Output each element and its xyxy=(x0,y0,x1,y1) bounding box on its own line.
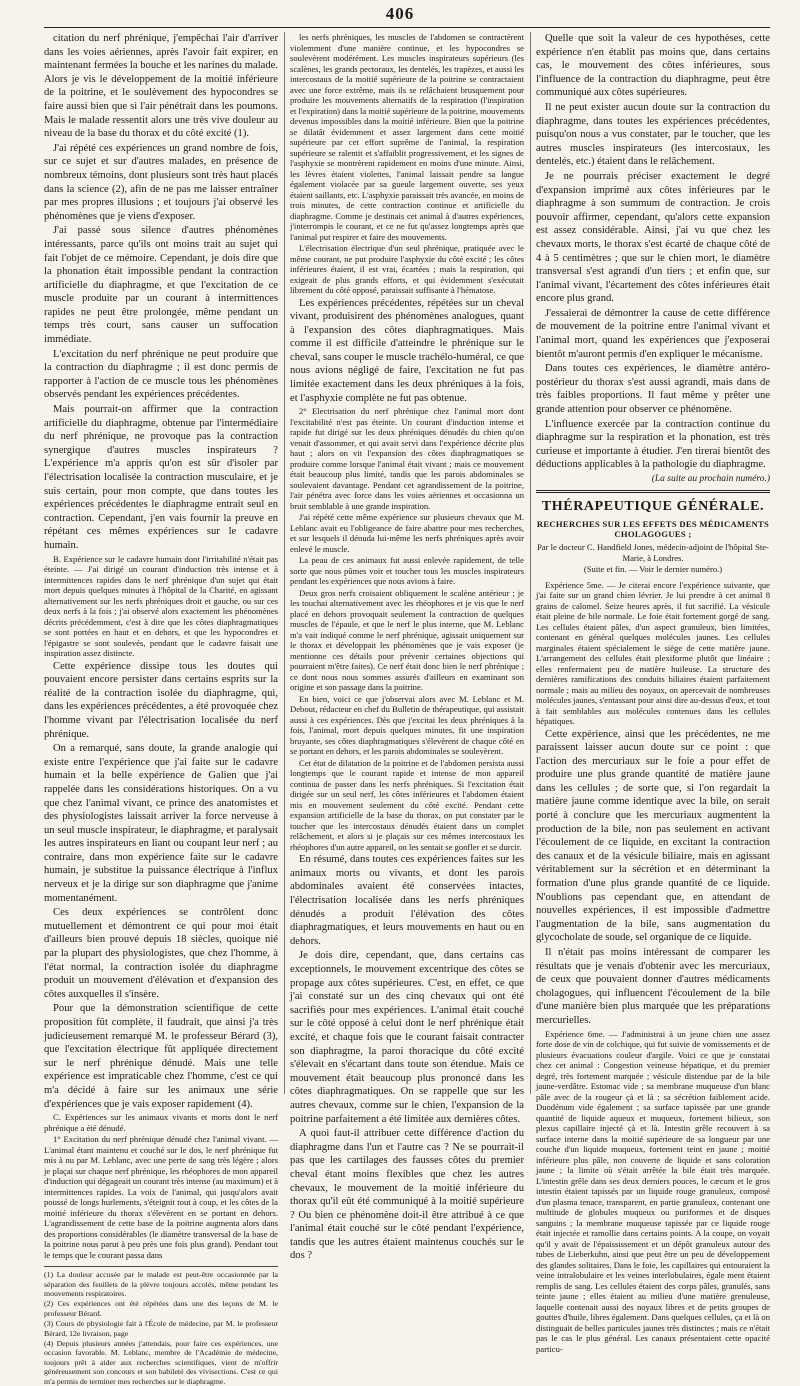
header-rule xyxy=(44,27,770,28)
section-title: THÉRAPEUTIQUE GÉNÉRALE. xyxy=(541,499,765,514)
paragraph: J'ai passé sous silence d'autres phénomènes intéressants, parce qu'ils ont moins trait au sujet qui fait l'objet de ce mémoire. Cependant, je dois dire que la phonation était impossible pendant la contraction artificielle du diaphragme, et que l'excitation de ce muscle produite par un courant à intermittences rapides ne peut être prolongée, même pendant un temps très court, sans causer un suffocation immédiate. xyxy=(44,225,278,346)
paragraph: Cette expérience, ainsi que les précédentes, ne me paraissent laisser aucun doute sur ce point : que l'action des mercuriaux sur le foie a pour effet de produire une plus grande quantité de matière jaune dans les cellules ; de sorte que, si l'on regardait la matière jaune comme identique avec la bile, on serait porté à conclure que les mercuriaux augmentent la production de la bile, non pas seulement en activant l'écoulement de ce liquide, en excitant la contraction des canaux et de la vésicule biliaire, mais en agissant véritablement sur la sécrétion et en déterminant la formation d'une plus grande quantité de ce liquide. N'oublions pas cependant que, en attendant de nouvelles expériences, il est impossible d'admettre l'augmentation de la bile, sans augmentation du glycocholate de soude, sel organique de ce liquide. xyxy=(536,728,770,944)
footnote: (4) Depuis plusieurs années j'attendais, pour faire ces expériences, une occasion favorable. M. Leblanc, membre de l'Académie de médecine, toujours prêt à aider aux recherches scientifiques, vient de m'offrir généreusement son concours et son habileté des vivisections. C'est ce qui m'a permis de terminer mes recherches sur le diaphragme. xyxy=(44,1339,278,1386)
section-divider xyxy=(536,490,770,493)
paragraph: Ces deux expériences se contrôlent donc mutuellement et démontrent ce qui pour moi était d'ailleurs bien prouvé depuis 18 siècles, quoique nié par la plupart des physiologistes, que chez l'homme, à l'état normal, la contraction isolée du diaphragme produit un mouvement d'élévation et d'expansion des côtes auxquelles il s'insère. xyxy=(44,907,278,1000)
experiment-paragraph: Expérience 5me. — Je citerai encore l'expérience suivante, que j'ai faite sur un grand chien lévrier. Je lui prendre à cet animal 8 grains de calomel. Seize heures après, il fut sacrifié. La vésicule était pleine de bile normale. Le foie était fortement gorgé de sang. Les cellules étaient pâles, d'un aspect granuleux, bien limitées, contenant en général quelques molécules jaunes. Les cellules marginales étaient spécialement le siège de cette matière jaune. L'arrangement des cellules était plexiforme plutôt que linéaire ; elles renfermaient peu de matière huileuse. La structure des dernières ramifications des conduits biliaires étaient parfaitement normale ; mais au milieu des noyaux, on apercevait de nombreuses molécules jaunes, s'entassant pour ainsi dire au-dessus d'eux, et tout à fait semblables aux molécules contenues dans les cellules hépatiques. xyxy=(536,579,770,726)
footnote: (1) La douleur accusée par le malade est peut-être occasionnée par la séparation des feuillets de la plèvre toujours accolés, même pendant les mouvements respiratoires. xyxy=(44,1270,278,1298)
paragraph: Pour que la démonstration scientifique de cette proposition fût complète, il faudrait, que ainsi j'a très judicieusement remarqué M. le professeur Bérard (3), que l'excitation électrique fût appliquée directement sur le nerf phrénique dénudé. Mais une telle expérience est impraticable chez l'homme, c'est ce qui m'a décidé à faire sur les animaux une série d'expériences que je vais exposer rapidement (4). xyxy=(44,1003,278,1110)
column-divider xyxy=(530,32,531,1094)
paragraph: On a remarqué, sans doute, la grande analogie qui existe entre l'expérience que j'ai faite sur le cadavre humain et la belle expérience de Galien que j'ai rappelée dans les considérations historiques. On a vu que chez l'animal vivant, ce prince des anatomistes et des physiologistes laissait arriver la force nerveuse à un seul muscle inspirateur, le diaphragme, et paralysait les autres inspirateurs en liant ou coupant leur nerf ; au contraire, dans mon expérience faite sur le cadavre humain, je substitue la puissance électrique à l'influx nerveux et je la dirige sur son diaphragme que j'anime momentanément. xyxy=(44,743,278,904)
footnote: (2) Ces expériences ont été répétées dans une des leçons de M. le professeur Bérard. xyxy=(44,1299,278,1318)
byline-continuation: (Suite et fin. — Voir le dernier numéro.) xyxy=(583,564,723,574)
paragraph: Je dois dire, cependant, que, dans certains cas exceptionnels, le mouvement excentrique des côtes se propage aux côtes supérieures. C'est, en effet, ce que j'ai constaté sur un des cinq chevaux qui ont été sacrifiés pour mes expériences. L'animal était couché sur le côté opposé à celui dont le nerf phrénique était excité, et chaque fois que le courant faisait contracter son diaphragme, la paroi thoracique du côté excité s'élevait en s'écartant dans toute son étendue. Mais ce mouvement était beaucoup plus prononcé dans les côtes diaphragmatiques. On se rappelle que sur les autres chevaux, comme sur le chien, l'expansion de la poitrine parfaitement a été limitée aux dernières côtes. xyxy=(290,950,524,1125)
column-2 xyxy=(290,32,524,1262)
byline xyxy=(536,542,770,575)
paragraph: Mais pourrait-on affirmer que la contraction artificielle du diaphragme, obtenue par l'intermédiaire du nerf phrénique, ne provoque pas la contraction synergique d'autres muscles inspirateurs ? L'expérience m'a appris qu'on est sûr d'isoler par l'électrisation localisée la contraction musculaire, et je suis certain, pour mon compte, que dans toutes les expériences précédentes le diaphragme entrait seul en contraction. Cependant, j'en vais fournir la preuve en répétant ces mêmes expériences sur le cadavre humain. xyxy=(44,404,278,551)
experiment-paragraph: les nerfs phréniques, les muscles de l'abdomen se contractèrent violemment d'une manière continue, et les hypocondres se soulevèrent modérément. Les muscles inspirateurs supérieurs (les scalènes, les grands pectoraux, les dentelés, les trapèzes, et aussi les intercostaux de la moitié supérieure de la poitrine se contractaient avec une force extrême, mais ils se relâchaient brusquement pour produire les mouvements alternatifs de la respiration (l'inspiration et l'expiration) dans la moitié supérieure de la poitrine, mouvements devenus impossibles dans la moitié inférieure. Bien que la poitrine se dilatât évidemment et assez largement dans cette moitié supérieure par cet effort suprême de l'animal, la respiration supérieure se ralentit et s'affaiblit progressivement, et les signes de l'asphyxie se montrèrent rapidement en moins d'une minute. Ainsi, les lèvres étaient violettes, l'animal laissait pendre sa langue également violacée par sa gueule largement ouverte, ses yeux étaient saillants, etc. L'asphyxie paraissait très avancée, en moins de trois minutes, de cette contraction continue et artificielle du diaphragme. Comme je destinais cet animal à d'autres expériences, j'interrompis le courant, et ce ne fut qu'assez longtemps après que l'animal put respirer et faire des mouvements. xyxy=(290,32,524,242)
paragraph: Je ne pourrais préciser exactement le degré d'expansion imprimé aux côtes inférieures par le diaphragme à son summum de contraction. Je crois pouvoir affirmer, cependant, qu'alors cette expansion est assez considérable. Ainsi, j'ai vu que chez les chevaux morts, le thorax s'est écarté de chaque côté de 4 à 5 centimètres ; que sur le chien mort, le diamètre transversal s'est agrandi d'un tiers ; et enfin que, sur l'animal vivant, l'écartement des côtes inférieures était encore plus grand. xyxy=(536,170,770,305)
experiment-paragraph: 2° Electrisation du nerf phrénique chez l'animal mort dont l'excitabilité n'est pas éteinte. Un courant d'induction intense et rapide fut dirigé sur les deux phréniques dénudés du chien qu'on venait d'assommer, et qui avait servi dans l'expérience décrite plus haut ; alors on vit l'expansion des côtes diaphragmatiques se produire comme lorsque l'animal était vivant ; mais ce mouvement était beaucoup plus limité, tandis que les parois abdominales se soulevaient davantage. Pendant cet agrandissement de la poitrine, l'air pénétra avec force dans les voies aériennes et occasionna un bruit semblable à une grande inspiration. xyxy=(290,406,524,511)
experiment-paragraph: Expérience 6me. — J'administrai à un jeune chien une assez forte dose de vin de colchique, qui fut suivie de vomissements et de plusieurs évacuations couleur d'argile. Voici ce que je constatai chez cet animal : Congestion veineuse hépatique, et du premier degré, très fortement marquée ; vésicule distendue par de la bile jaune-verdâtre. Estomac vide ; sa membrane muqueuse d'un blanc pâle avec de la rougeur çà et là ; sa sécrétion faiblement acide. Duodénum vide également ; sa surface tapissée par une grande quantité de liquide aqueux et muqueux, fortement bilieux, son plexus capillaire injecté çà et là. Intestin grêle recouvert à sa surface interne dans la moitié supérieure de sa longueur par une couche d'un liquide muqueux, fortement teint en jaune ; moitié inférieure plus pâle, non couverte de liquide et sans coloration jaune ; la limite où s'était arrêtée la bile était très marquée. L'intestin grêle dans ses deux derniers pouces, le cæcum et le gros intestin étaient tapissés par un liquide rouge granuleux, composé d'un plasma tenace, transparent, en partie granuleux, contenant une multitude de globules muqueux ou puriformes et de disques sanguins ; la membrane muqueuse tapissée par ce liquide rouge était injectée et ramollie dans certains points. A la coupe, on voyait qu'il y avait de l'épaississement et un dépôt granuleux autour des tubes de Lieberkuhn, ainsi que peut être un peu de développement des glandes solitaires. Dans le foie, les capillaires qui entouraient la veine intralobulaire et les veines interlobulaires, égale ment étaient remplis de sang. Les cellules étaient des corps pâles, granulés, sans teinte jaune ; elles étaient au milieu d'une matière grenuleuse, laquelle contenait aussi des noyaux libres et de petits groupes de gouttes d'huile, libres également. Dans quelques cellules, ça et là on distinguait de belles particules jaunes très distinctes ; mais ce n'était pas le cas le plus général. Les canaux présentaient cette opacité particu- xyxy=(536,1028,770,1354)
experiment-paragraph: J'ai répété cette même expérience sur plusieurs chevaux que M. Leblanc avait eu l'obligeance de faire abattre pour mes recherches, et sur lesquels il dénuda lui-même les nerfs phréniques après avoir enlevé le muscle. xyxy=(290,512,524,554)
byline-author: Par le docteur C. Handfield Jones, médecin-adjoint de l'hôpital Ste-Marie, à Londres. xyxy=(537,542,769,563)
continuation-note: (La suite au prochain numéro.) xyxy=(651,474,770,484)
paragraph: Il ne peut exister aucun doute sur la contraction du diaphragme, dans toutes les expériences précédentes, puisqu'on nous a vus constater, par le toucher, que les autres muscles inspirateurs (les intercostaux, les dentelés, etc.) étaient dans le relâchement. xyxy=(536,101,770,168)
experiment-paragraph: 1° Excitation du nerf phrénique dénudé chez l'animal vivant. — L'animal étant maintenu et couché sur le dos, le nerf phrénique fut mis à nu par M. Leblanc, avec une perte de sang très légère ; alors je plaçai sur chaque nerf phrénique, les rhéophores de mon appareil d'induction qui dégageait un courant très intense (au maximum) et à intermittences rapides. La voix de l'animal, qui jusqu'alors avait poussé de longs hurlements, s'éteignit tout à coup, et les côtes de la moitié inférieure du thorax s'élevèrent en se portant en dehors. L'agrandissement de cette base de la poitrine augmenta alors dans des proportions considérables (le diamètre transversal de la base de la poitrine nous parut à peu près une fois plus grand). Pendant tout le temps que le courant passa dans xyxy=(44,1134,278,1260)
experiment-paragraph: Cet état de dilatation de la poitrine et de l'abdomen persista aussi longtemps que le courant rapide et intense de mon appareil continua de passer dans les nerfs phréniques. Si l'excitation était dirigée sur un seul nerf, les côtes inférieures et l'abdomen étaient mis en mouvement seulement du côté excité. Pendant cette expansion artificielle de la base du thorax, on put constater par le toucher que les intercostaux dénudés étaient dans un complet relâchement, et alors si je plaçais sur ces mêmes intercostaux les rhéophores d'un autre appareil, on les sentait se gonfler et se durcir. xyxy=(290,757,524,852)
page-number: 406 xyxy=(385,4,415,23)
paragraph: L'excitation du nerf phrénique ne peut produire que la contraction du diaphragme ; il est donc permis de rapporter à l'action de ce muscle tous les phénomènes observés pendant les expériences précédentes. xyxy=(44,348,278,401)
experiment-paragraph: B. Expérience sur le cadavre humain dont l'irritabilité n'était pas éteinte. — J'ai dirigé un courant d'induction très intense et à intermittences rapides dans le nerf phrénique d'un sujet qui était mort depuis quelques minutes à l'hôpital de la Charité, en agissant alternativement sur les nerfs phréniques droit et gauche, ou sur ces deux nerfs à la fois ; j'ai observé alors exactement les phénomènes décrits précédemment, c'est à dire que les côtes diaphragmatiques se sont portées en haut et en dehors, et que les hypocondres et l'épigastre se sont soulevés, pendant que le cadavre faisait une inspiration assez distincte. xyxy=(44,553,278,659)
paragraph: Dans toutes ces expériences, le diamètre antéro-postérieur du thorax s'est aussi agrandi, mais dans de très faibles proportions. Il faut même y prêter une grande attention pour observer ce phénomène. xyxy=(536,363,770,416)
paragraph: En résumé, dans toutes ces expériences faites sur les animaux morts ou vivants, et dont les parois abdominales avaient été conservées intactes, l'électrisation localisée dans les nerfs phréniques dénudés a produit l'élévation des côtes diaphragmatiques, et leurs mouvements en haut ou en dehors. xyxy=(290,854,524,947)
column-divider xyxy=(284,32,285,1094)
paragraph: Cette expérience dissipe tous les doutes qui pouvaient encore persister dans certains esprits sur la réalité de la contraction isolée du diaphragme, qui, dans les expériences précédentes, a été provoquée chez l'homme vivant par l'électrisation localisée du nerf phrénique. xyxy=(44,660,278,740)
experiment-heading: C. Expériences sur les animaux vivants et morts dont le nerf phrénique a été dénudé. xyxy=(44,1112,278,1133)
paragraph: Il n'était pas moins intéressant de comparer les résultats que je venais d'obtenir avec les mercuriaux, de ceux que pouvaient donner d'autres médicaments cholagogues, qui influencent l'écoulement de la bile d'une manière bien plus marquée que les préparations mercurielles. xyxy=(536,947,770,1026)
paragraph: J'ai répété ces expériences un grand nombre de fois, sur ce sujet et sur d'autres malades, en présence de nombreux témoins, dont plusieurs sont très haut placés dans la science (2), afin de ne pas me laisser entraîner par mes propres illusions ; et toujours j'ai observé les phénomènes que je viens d'exposer. xyxy=(44,142,278,222)
paragraph: citation du nerf phrénique, j'empêchai l'air d'arriver dans les voies aériennes, après l'avoir fait expirer, en maintenant fermées la bouche et les narines du malade. Alors je vis le développement de la moitié inférieure de la poitrine, et le soulèvement des hypocondres se faire aussi bien que si l'air pénétrait dans les poumons. Mais le malade ressentit alors une très vive douleur au niveau de la base du thorax et du côté excité (1). xyxy=(44,33,278,140)
experiment-paragraph: En bien, voici ce que j'observai alors avec M. Leblanc et M. Debout, rédacteur en chef du Bulletin de thérapeutique, qui assistait aussi à ces expériences. Dès que j'excitai les deux phréniques à la fois, l'animal, mort depuis quelques minutes, fit une inspiration bruyante, ses côtes diaphragmatiques s'élevèrent de chaque côté en se portant en dehors, et les parois abdominales se soulevèrent. xyxy=(290,693,524,757)
paragraph: L'influence exercée par la contraction continue du diaphragme sur la respiration et la phonation, est très curieuse et importante à étudier. J'en tirerai bientôt des déductions applicables à la pathologie du diaphragme. xyxy=(536,418,770,471)
experiment-paragraph: La peau de ces animaux fut aussi enlevée rapidement, de telle sorte que nous pûmes voir et toucher tous les muscles inspirateurs pendant les expériences que nous avions à faire. xyxy=(290,555,524,587)
article-title: RECHERCHES SUR LES EFFETS DES MÉDICAMENTS CHOLAGOGUES ; xyxy=(536,519,770,539)
paragraph: J'essaierai de démontrer la cause de cette différence de mouvement de la poitrine entre l'animal vivant et l'animal mort, quand les expériences que j'exposerai bientôt m'auront permis d'en expliquer le mécanisme. xyxy=(536,307,770,360)
column-3 xyxy=(536,32,770,1354)
experiment-paragraph: Deux gros nerfs croisaient obliquement le scalène antérieur ; je les touchai alternativement avec les rhéophores et je vis que le nerf placé en dehors provoquait seulement la contraction de quelques muscles de l'épaule, et que le nerf le plus interne, que M. Leblanc m'a vait indiqué comme le nerf phrénique, agissait uniquement sur le thorax et développait les phénomènes que je vais exposer (je mentionne ces détails pour prévenir certaines objections qui pourraient m'être faites). Ce nerf était donc bien le nerf phrénique ; ce dont nous nous sommes assurés d'ailleurs en examinant son origine et son passage dans la poitrine. xyxy=(290,587,524,693)
paragraph: Quelle que soit la valeur de ces hypothèses, cette expérience n'en établit pas moins que, dans certains cas, le mouvement des côtes inférieures, sous l'influence de la contraction du diaphragme, peut être communiqué aux côtes supérieures. xyxy=(536,33,770,99)
paragraph: Les expériences précédentes, répétées sur un cheval vivant, produisirent des phénomènes analogues, quant à l'expansion des côtes diaphragmatiques. Mais comme il est difficile d'atteindre le phrénique sur le cheval, sans couper le muscle trachélo-huméral, ce que nous avions négligé de faire, l'excitation ne fut pas limitée exactement dans les deux phréniques à la fois, et l'asphyxie complète ne fut pas obtenue. xyxy=(290,297,524,404)
footnotes xyxy=(44,1266,278,1386)
footnote: (3) Cours de physiologie fait à l'École de médecine, par M. le professeur Bérard, 12e livraison, page xyxy=(44,1319,278,1338)
experiment-paragraph: L'électrisation électrique d'un seul phrénique, pratiquée avec le même courant, ne put produire l'asphyxie du côté excité ; les côtes inférieures étaient, il est vrai, écartées ; mais la respiration, qui exigeait de plus grands efforts, et qui évidemment s'exécutait librement du côté opposé, paraissait suffisante à l'hématose. xyxy=(290,243,524,295)
paragraph: A quoi faut-il attribuer cette différence d'action du diaphragme dans l'un et l'autre cas ? Ne se pourrait-il pas que les cartilages des fausses côtes du premier cheval étant moins flexibles que chez les autres chevaux, le mouvement de la moitié inférieure du thorax qu'il eût été communiqué à la moitié supérieure ? Ou bien ce phénomène doit-il être attribué à ce que l'animal était couché sur le côté pendant l'expérience, tandis que les autres étaient maintenus couchés sur le dos ? xyxy=(290,1128,524,1262)
column-1 xyxy=(44,32,278,1386)
